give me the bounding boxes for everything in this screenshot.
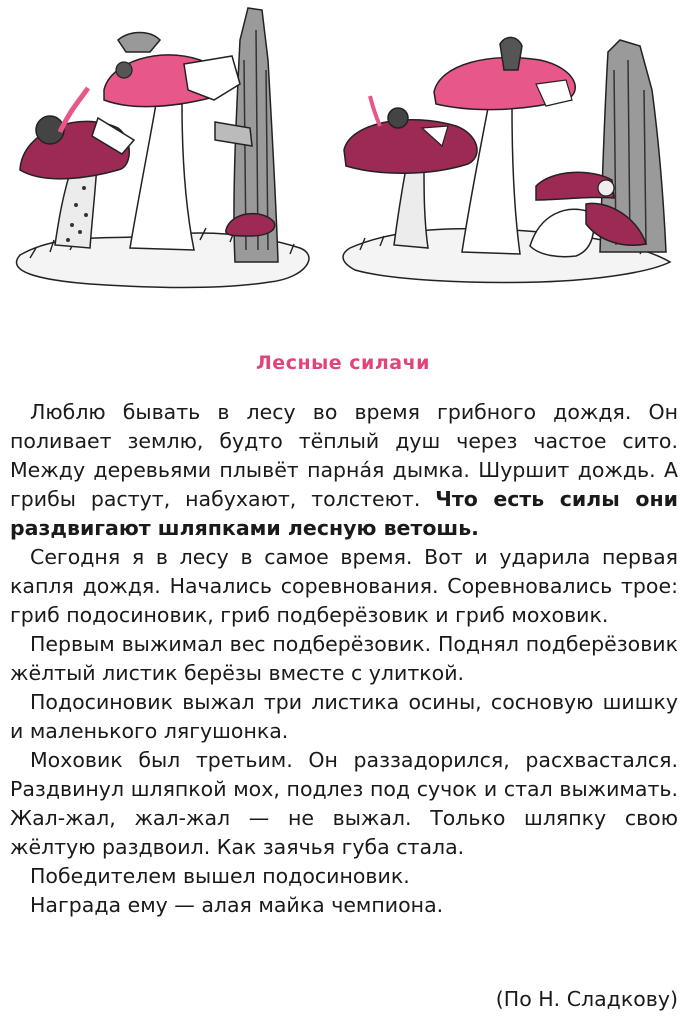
story-paragraph: Сегодня я в лесу в самое время. Вот и ударила первая капля дождя. Начались соревнования. Соревновались трое: гриб подосиновик, гриб подберёзовик и гриб моховик. [10,545,678,627]
story-paragraph: Первым выжимал вес подберёзовик. Поднял подберёзовик жёлтый листик берёзы вместе с улиткой. [10,632,678,685]
bay-bolete [226,214,275,236]
author-attribution: (По Н. Сладкову) [495,987,678,1011]
story-paragraph [10,398,678,543]
mushrooms-illustration [0,0,686,340]
story-paragraph: Моховик был третьим. Он раззадорился, расхвастался. Раздвинул шляпкой мох, подлез под сучок и стал выжимать. Жал-жал, жал-жал — не выжал. Только шляпку свою жёлтую раздвоил. Как заячья губа стала. [10,748,678,859]
story-paragraph: Победителем вышел подосиновик. [30,864,410,888]
small-aspen-bolete [344,96,477,248]
right-scene [343,37,670,282]
left-scene [16,8,308,288]
paragraph-text: Люблю бывать в лесу во время грибного дождя. Он поливает землю, будто тёплый душ через частое сито. Между деревьями плывёт парна́я дымка. Шуршит дождь. А грибы растут, набухают, толстеют. [10,400,678,511]
bold-sentence: Что есть силы они раздвигают шляпками лесную ветошь. [10,487,678,540]
story-text [10,398,678,920]
birch-bolete [20,88,134,248]
story-paragraph: Подосиновик выжал три листика осины, сосновую шишку и маленького лягушонка. [10,690,678,743]
story-paragraph: Награда ему — алая майка чемпиона. [30,893,444,917]
page-title: Лесные силачи [256,352,430,374]
